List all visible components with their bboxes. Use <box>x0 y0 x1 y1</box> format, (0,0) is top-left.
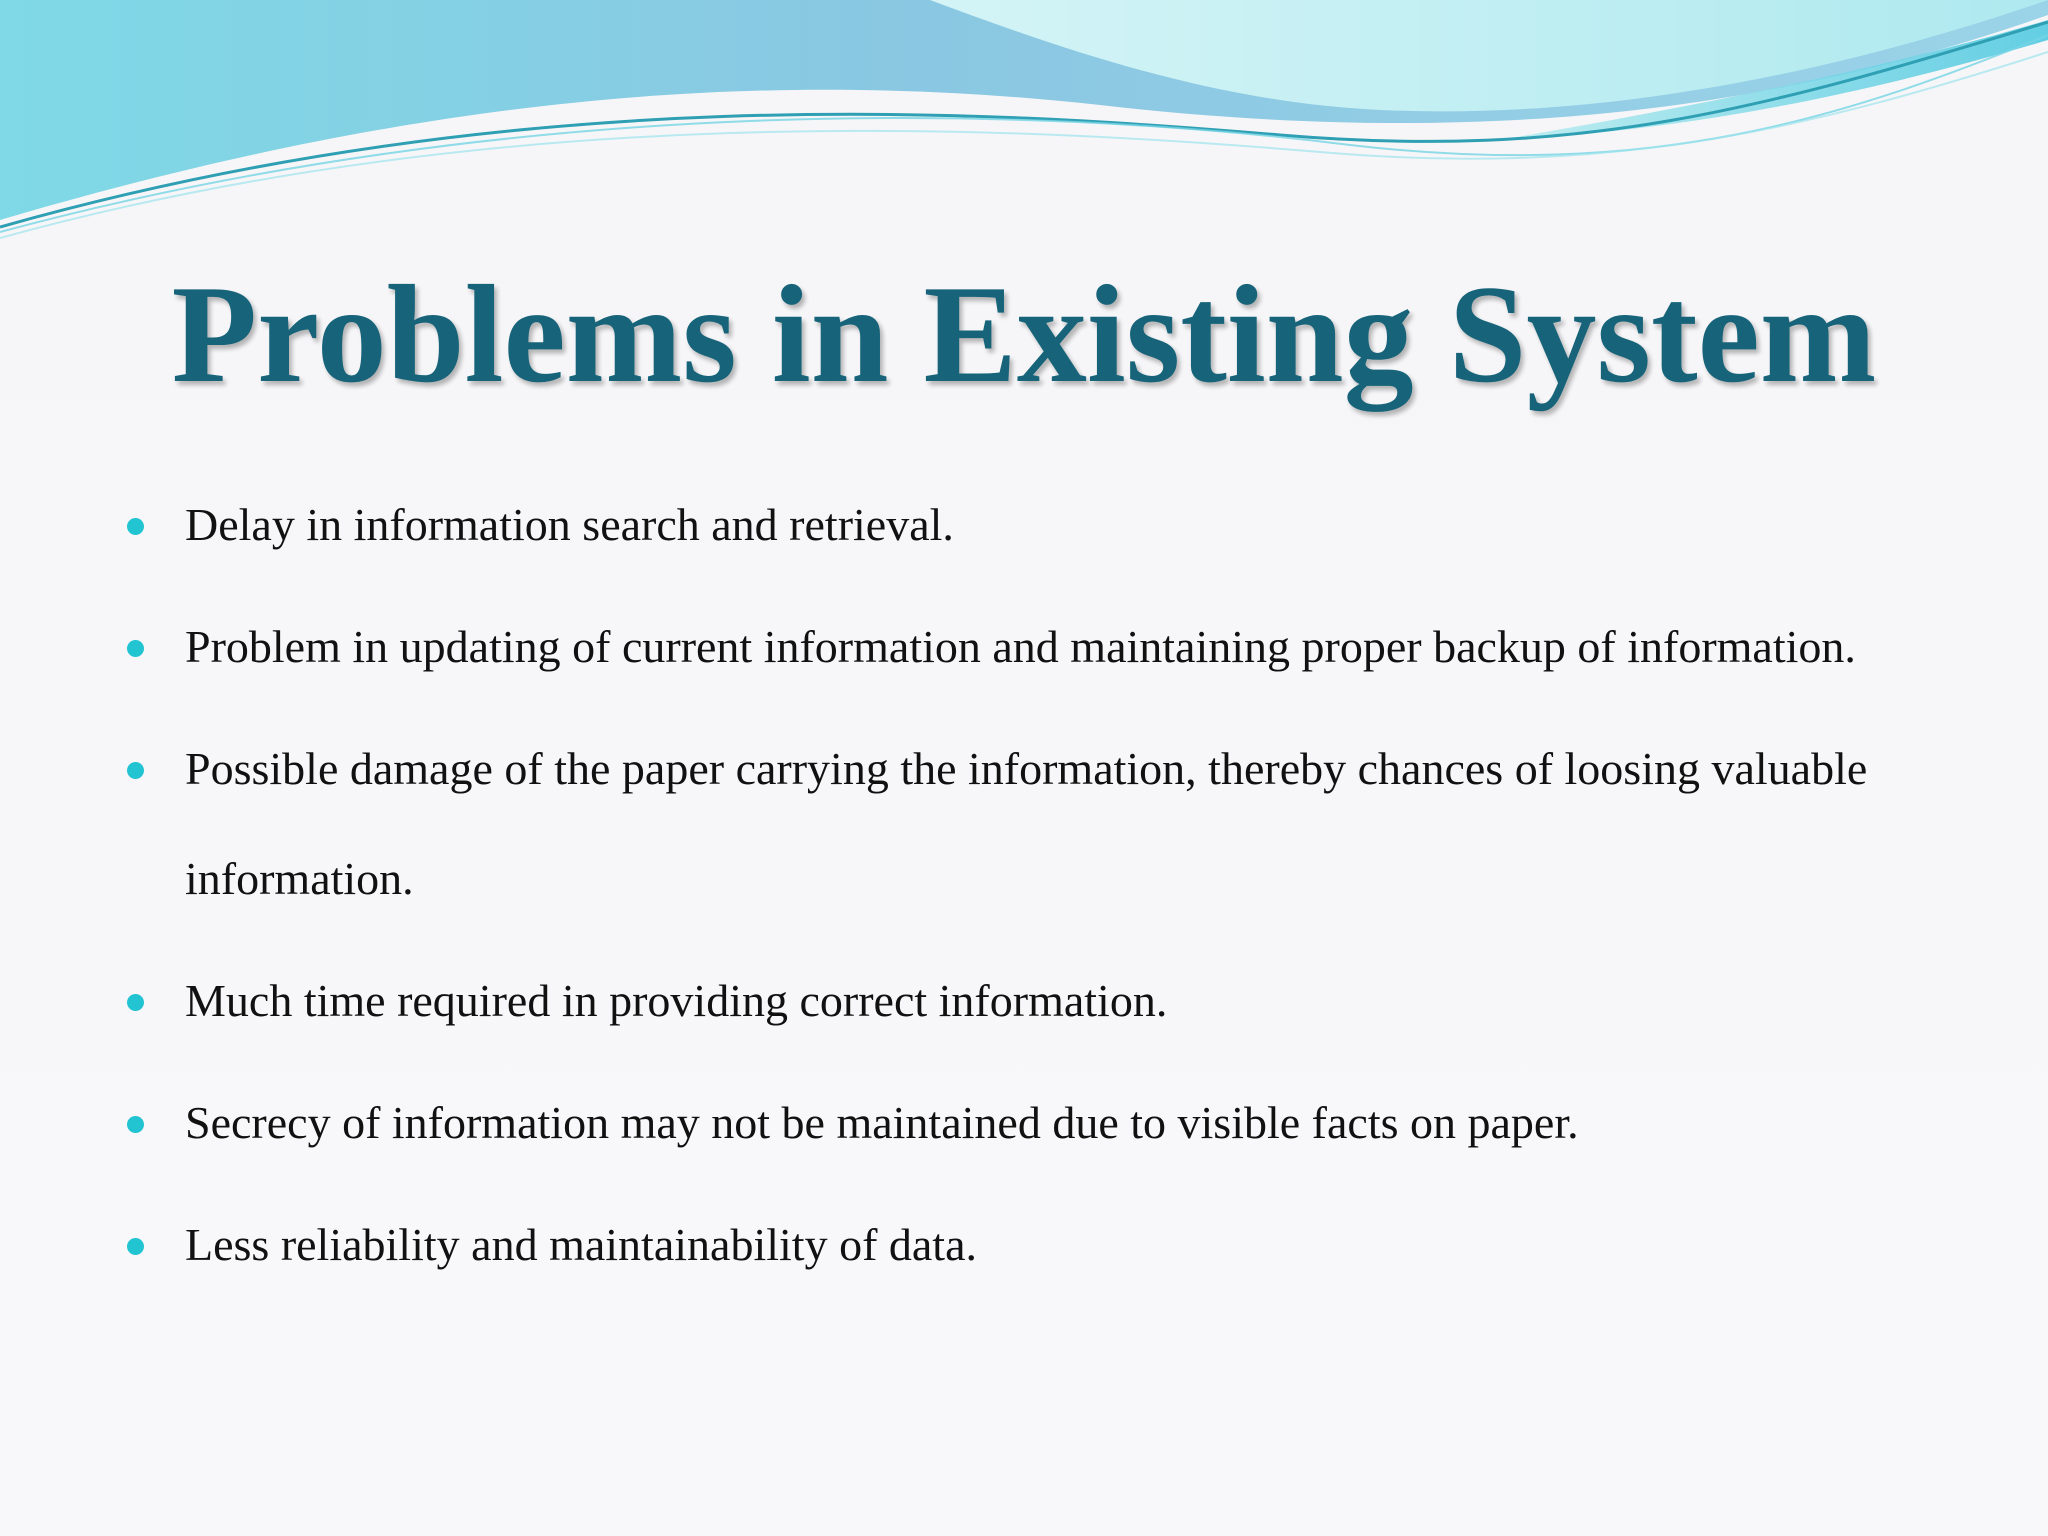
list-item <box>0 592 2048 702</box>
bullet-text: Secrecy of information may not be maintained due to visible facts on paper. <box>185 1097 1579 1148</box>
bullet-icon <box>127 762 144 779</box>
bullet-icon <box>127 640 144 657</box>
decorative-wave-header <box>0 0 2048 260</box>
bullet-list <box>0 470 2048 1312</box>
bullet-text: Delay in information search and retrieval. <box>185 499 954 550</box>
slide-title: Problems in Existing System <box>171 257 1877 412</box>
bullet-text: Less reliability and maintainability of data. <box>185 1219 977 1270</box>
list-item <box>0 1068 2048 1178</box>
bullet-text: Much time required in providing correct information. <box>185 975 1168 1026</box>
list-item <box>0 470 2048 580</box>
bullet-icon <box>127 1116 144 1133</box>
list-item <box>0 1190 2048 1300</box>
bullet-text: Possible damage of the paper carrying the information, thereby chances of loosing valuable information. <box>185 743 1868 904</box>
list-item <box>0 714 2048 934</box>
bullet-text: Problem in updating of current information and maintaining proper backup of information. <box>185 621 1856 672</box>
bullet-icon <box>127 1238 144 1255</box>
bullet-icon <box>127 518 144 535</box>
list-item <box>0 946 2048 1056</box>
bullet-icon <box>127 994 144 1011</box>
